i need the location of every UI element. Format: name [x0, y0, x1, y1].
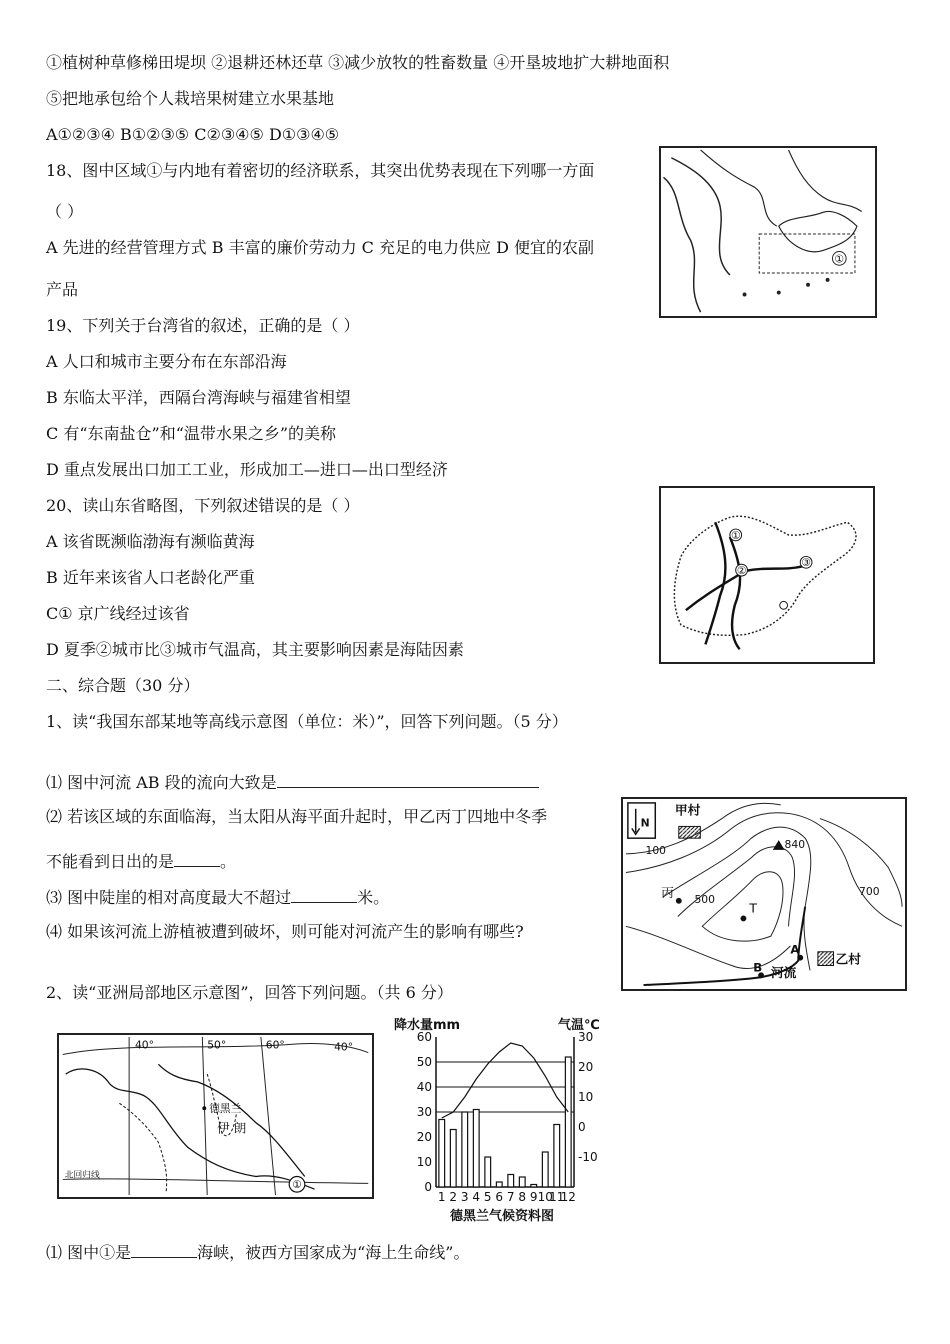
coast-west: [663, 177, 700, 312]
q19-option-b: B 东临太平洋，西隔台湾海峡与福建省相望: [46, 388, 351, 407]
option-list-2: ⑤把地承包给个人栽培果树建立水果基地: [46, 89, 335, 108]
chart-ytick-label: 0: [424, 1180, 432, 1194]
lon-50-label: 50°: [207, 1038, 227, 1052]
q20-option-b: B 近年来该省人口老龄化严重: [46, 568, 255, 587]
tehran-dot: [202, 1106, 206, 1110]
village-jia-label: 甲村: [674, 803, 701, 819]
iran-label: 伊 朗: [216, 1120, 247, 1136]
c2-q1-text: ⑴ 图中①是: [46, 1243, 132, 1262]
island-dot-1: [743, 293, 747, 297]
bing-dot: [676, 898, 682, 904]
c2-q1-end: 海峡，被西方国家成为“海上生命线”。: [197, 1243, 470, 1262]
climate-chart-svg: [392, 1015, 612, 1227]
region-1-label: ①: [834, 252, 845, 266]
q19-option-a: A 人口和城市主要分布在东部沿海: [46, 352, 287, 371]
chart-xtick-label: 1: [437, 1190, 446, 1204]
province-outline: [674, 516, 856, 635]
hk-island: [779, 211, 857, 251]
q18-stem: 18、图中区域①与内地有着密切的经济联系，其突出优势表现在下列哪一方面: [46, 161, 595, 180]
elev-100-label: 100: [645, 843, 667, 857]
chart-bar: [473, 1110, 479, 1188]
ding-dot: [740, 916, 746, 922]
chart-temp-line: [442, 1043, 569, 1118]
peak-icon: [773, 840, 785, 850]
c1-q2-text: 不能看到日出的是: [46, 852, 175, 871]
chart-bar: [519, 1177, 525, 1187]
rail-2: [730, 537, 740, 649]
chart-bar: [554, 1125, 560, 1188]
city-1-label: ①: [730, 528, 741, 542]
north-label: N: [640, 816, 650, 830]
elev-500-label: 500: [694, 892, 716, 906]
q19-option-c: C 有“东南盐仓”和“温带水果之乡”的美称: [46, 424, 337, 443]
tropic-line: [63, 1179, 368, 1183]
chart-ytick-label: 60: [416, 1030, 432, 1044]
elev-700-label: 700: [859, 884, 880, 898]
asia-map: [57, 1033, 374, 1199]
chart-y2label: 气温℃: [558, 1018, 600, 1033]
chart-xtick-label: 6: [495, 1190, 504, 1204]
village-yi-label: 乙村: [835, 952, 861, 968]
chart-bar: [462, 1112, 468, 1187]
shandong-map-svg: [661, 488, 873, 662]
village-jia-symbol: [679, 826, 701, 838]
contour-d: [702, 872, 783, 941]
q20-option-c: C① 京广线经过该省: [46, 604, 190, 623]
c2-q1-blank[interactable]: [131, 1241, 197, 1258]
border-arabia: [119, 1103, 166, 1191]
chart-title: 德黑兰气候资料图: [450, 1209, 555, 1224]
c1-q4: ⑷ 如果该河流上游植被遭到破坏，则可能对河流产生的影响有哪些?: [46, 922, 524, 941]
chart-xtick-label: 11: [549, 1190, 565, 1204]
lon-60-label: 60°: [265, 1038, 285, 1052]
chart-y2tick-label: -10: [578, 1150, 598, 1164]
river-label: 河流: [770, 966, 797, 982]
rail-1: [705, 522, 725, 644]
q18-paren: （ ）: [46, 202, 84, 221]
c1-stem: 1、读“我国东部某地等高线示意图（单位：米）”，回答下列问题。（5 分）: [46, 712, 568, 731]
ding-label: T: [749, 901, 758, 917]
shandong-map: [659, 486, 875, 664]
c1-q2-cont: [46, 850, 236, 872]
coast-east: [789, 150, 862, 212]
point-a-label: A: [790, 942, 800, 957]
contour-f: [626, 926, 791, 968]
chart-bar: [565, 1057, 571, 1187]
chart-xtick-label: 8: [518, 1190, 527, 1204]
city-2-label: ②: [736, 564, 747, 578]
chart-bar: [508, 1175, 514, 1188]
river-delta: [671, 158, 730, 275]
chart-bar: [485, 1157, 491, 1187]
c1-q3: [46, 886, 389, 908]
coastline-gulf: [66, 1069, 315, 1192]
chart-ytick-label: 20: [416, 1130, 432, 1144]
chart-xtick-label: 4: [472, 1190, 481, 1204]
chart-ytick-label: 30: [416, 1105, 432, 1119]
chart-y2tick-label: 0: [578, 1120, 586, 1134]
bing-label: 丙: [661, 885, 674, 901]
c1-q2: ⑵ 若该区域的东面临海，当太阳从海平面升起时，甲乙丙丁四地中冬季: [46, 807, 548, 826]
chart-y2tick-label: 20: [578, 1060, 594, 1074]
chart-bar: [450, 1130, 456, 1188]
contour-c: [678, 847, 795, 927]
q19-stem: 19、下列关于台湾省的叙述，正确的是（ ）: [46, 316, 360, 335]
c2-q1: [46, 1241, 469, 1263]
chart-xtick-label: 2: [449, 1190, 458, 1204]
c2-stem: 2、读“亚洲局部地区示意图”，回答下列问题。（共 6 分）: [46, 983, 453, 1002]
lon-40-label: 40°: [134, 1038, 154, 1052]
chart-ytick-label: 10: [416, 1155, 432, 1169]
chart-bar: [439, 1120, 445, 1188]
island-dot-3: [806, 283, 810, 287]
contour-a: [626, 813, 902, 927]
asia-map-svg: [59, 1035, 372, 1197]
q20-stem: 20、读山东省略图，下列叙述错误的是（ ）: [46, 496, 360, 515]
chart-bar: [542, 1152, 548, 1187]
c1-q3-blank[interactable]: [291, 886, 357, 903]
chart-y2tick-label: 30: [578, 1030, 594, 1044]
elev-840-label: 840: [784, 837, 806, 851]
c1-q1-blank[interactable]: [277, 771, 539, 788]
village-yi-symbol: [818, 952, 834, 966]
tehran-label: 德黑兰: [209, 1102, 242, 1116]
q20-option-a: A 该省既濒临渤海有濒临黄海: [46, 532, 255, 551]
chart-bar: [496, 1182, 502, 1187]
option-list-1: ①植树种草修梯田堤坝 ②退耕还林还草 ③减少放牧的牲畜数量 ④开垦坡地扩大耕地面积: [46, 53, 670, 72]
c1-q2-blank[interactable]: [174, 850, 220, 867]
chart-xtick-label: 3: [460, 1190, 469, 1204]
meridian-50: [202, 1037, 207, 1195]
city-4-marker: [780, 601, 788, 609]
chart-ytick-label: 50: [416, 1055, 432, 1069]
chart-ytick-label: 40: [416, 1080, 432, 1094]
hongkong-map-svg: [661, 148, 875, 316]
lat-40-label: 40°: [334, 1040, 354, 1054]
q17-choices: A①②③④ B①②③⑤ C②③④⑤ D①③④⑤: [46, 125, 340, 144]
chart-xtick-label: 10: [537, 1190, 553, 1204]
meridian-60: [261, 1037, 276, 1195]
island-dot-4: [826, 278, 830, 282]
chart-xtick-label: 5: [483, 1190, 492, 1204]
c1-q1: [46, 771, 539, 793]
c1-q3-text: ⑶ 图中陡崖的相对高度最大不超过: [46, 888, 292, 907]
contour-map: [621, 797, 907, 991]
chart-ylabel: 降水量mm: [394, 1018, 461, 1033]
tropic-label: 北回归线: [64, 1170, 100, 1181]
climate-chart: [392, 1015, 612, 1227]
chart-xtick-label: 12: [560, 1190, 576, 1204]
chart-bar: [531, 1185, 537, 1188]
city-3-label: ③: [801, 556, 811, 570]
chart-y2tick-label: 10: [578, 1090, 594, 1104]
q18-choices: A 先进的经营管理方式 B 丰富的廉价劳动力 C 充足的电力供应 D 便宜的农副: [46, 238, 594, 257]
q20-option-d: D 夏季②城市比③城市气温高，其主要影响因素是海陆因素: [46, 640, 464, 659]
chart-xtick-label: 9: [529, 1190, 538, 1204]
section-2-title: 二、综合题（30 分）: [46, 676, 200, 695]
hongkong-map: [659, 146, 877, 318]
point-b-label: B: [753, 960, 763, 975]
island-dot-2: [777, 291, 781, 295]
strait-label: ①: [292, 1178, 302, 1192]
c1-q3-end: 米。: [357, 888, 390, 907]
c1-q1-text: ⑴ 图中河流 AB 段的流向大致是: [46, 773, 277, 792]
contour-map-svg: [623, 799, 905, 989]
q18-choices-cont: 产品: [46, 280, 79, 299]
chart-xtick-label: 7: [506, 1190, 515, 1204]
q19-option-d: D 重点发展出口加工工业，形成加工—进口—出口型经济: [46, 460, 448, 479]
c1-q2-end: 。: [220, 852, 237, 871]
